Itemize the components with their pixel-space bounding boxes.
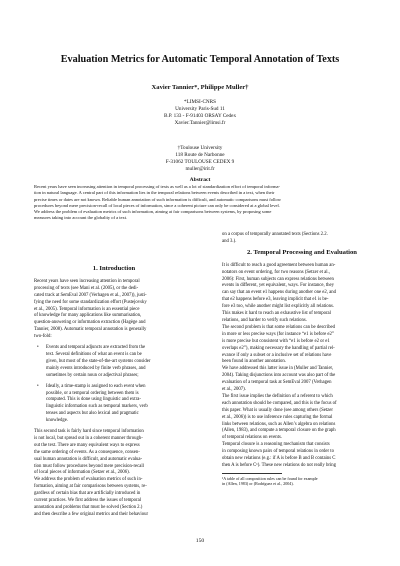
affiliation-email: Xavier.Tannier@limsi.fr bbox=[174, 119, 226, 126]
affiliation-line: *LIMSI-CNRS bbox=[184, 99, 216, 105]
affiliation-toulouse bbox=[100, 145, 300, 173]
text-line: (Allen, 1983), and compute a temporal closure on the graph bbox=[222, 428, 336, 434]
text-line: of temporal relations on events. bbox=[222, 435, 283, 441]
bullet-item-timestamp bbox=[34, 384, 194, 425]
text-line: tenses and aspects but also lexical and pragmatic bbox=[46, 411, 139, 417]
text-line: computed. This is done using linguistic and extra- bbox=[46, 397, 141, 403]
text-line: obtain new relations (e.g.: if A is before B and B contains C bbox=[222, 456, 336, 462]
text-line: Tannier, 2008). Automatic temporal annotation is generally bbox=[34, 327, 147, 333]
text-line: of local pieces of information (Setzer et al., 2006). bbox=[34, 470, 130, 476]
text-line: et al., 2007). bbox=[222, 387, 246, 393]
text-line: text. Several definitions of what an event is can be bbox=[46, 351, 142, 357]
footnote-divider bbox=[222, 473, 282, 474]
text-line: relations, and harder to verify such relations. bbox=[222, 317, 307, 323]
text-line: events in different, yet equivalent, ways. For instance, they bbox=[222, 283, 335, 289]
abstract-heading: Abstract bbox=[189, 177, 211, 183]
text-line: gardless of certain bias that are artificially introduced in bbox=[34, 491, 141, 497]
paper-authors: Xavier Tannier*, Philippe Muller† bbox=[151, 84, 249, 91]
text-line: question-answering or information extraction (Hagège and bbox=[34, 320, 146, 326]
text-line: possible, or a temporal ordering between them is bbox=[46, 390, 139, 396]
text-line: annotation and problems that must be solved (Section 2.) bbox=[34, 505, 143, 510]
text-line: mainly events introduced by finite verb phrases, and bbox=[46, 365, 146, 371]
text-line: on a corpus of temporally annotated texts (Sections 2.2. bbox=[222, 232, 328, 237]
text-line: evaluation of a temporal task at SemEval 2007 (Verhagen bbox=[222, 380, 332, 386]
text-line: two-fold: bbox=[34, 334, 52, 340]
section2-body bbox=[222, 263, 382, 470]
abstract-line: procedures beyond mere precision-recall of local pieces of information, since a coherent picture can only be considered at a global level. bbox=[34, 202, 280, 208]
text-line: links between relations, such as Allen’s algebra on relations bbox=[222, 421, 336, 427]
abstract-body bbox=[34, 184, 366, 222]
text-line: et al., 2005). Temporal information is an essential piece bbox=[34, 306, 140, 312]
text-line: and then describe a few original metrics and their behaviour bbox=[34, 511, 149, 517]
affiliation-line: F-31062 TOULOUSE CEDEX 9 bbox=[165, 158, 235, 165]
text-line: current practices. We first address the issues of temporal bbox=[34, 498, 142, 504]
affiliation-line: University Paris-Sud 11 bbox=[175, 105, 225, 112]
text-line: The first issue implies the definition of a referent to which bbox=[222, 393, 333, 399]
text-line: Recent years have seen increasing attention in temporal bbox=[34, 278, 140, 284]
text-line: tion must follow procedures beyond mere precision-recall bbox=[34, 463, 145, 469]
abstract-line: precise times or dates are not known. Reliable human annotation of such information is difficult, and automatic comparisons must follow bbox=[34, 196, 281, 202]
affiliation-email: muller@irit.fr bbox=[185, 165, 215, 172]
text-line: formation, aiming at fair comparisons between systems, re- bbox=[34, 484, 147, 490]
abstract-line: measures taking into account the globality of a text. bbox=[34, 215, 128, 221]
text-line: out the text. There are many equivalent ways to express bbox=[34, 442, 140, 448]
affiliation-line: †Toulouse University bbox=[177, 145, 223, 151]
text-line: fying the need for some standardization effort (Pustejovsky bbox=[34, 299, 147, 305]
text-line: in more or less precise ways (for instance “e1 is before e2” bbox=[222, 331, 334, 337]
text-line: We have addressed this latter issue in (Muller and Tannier, bbox=[222, 366, 334, 372]
text-line: 2004). Taking disjunctions into account was also part of the bbox=[222, 373, 336, 379]
text-line: Temporal closure is a reasoning mechanism that consists bbox=[222, 442, 330, 448]
text-line: 2006): First, human subjects can express relations between bbox=[222, 276, 334, 282]
text-line: fore e3 too, while another might list explicitly all relations. bbox=[222, 304, 334, 310]
text-line: The second problem is that some relations can be described bbox=[222, 324, 336, 330]
section-heading-introduction: 1. Introduction bbox=[92, 265, 136, 272]
text-line: of knowledge for many applications like summarisation, bbox=[34, 313, 142, 319]
left-column bbox=[34, 262, 194, 519]
text-line: This second task is fairly hard since temporal information bbox=[34, 429, 144, 435]
text-line: We address the problem of evaluation metrics of such in- bbox=[34, 477, 143, 483]
intro-paragraph-2 bbox=[34, 429, 194, 519]
text-line: notators on event ordering, for two reasons (Setzer et al., bbox=[222, 269, 330, 275]
footnote-line: in (Allen, 1983) or (Rodríguez et al., 2004). bbox=[222, 481, 294, 487]
text-line: et al., 2006)) is to use inference rules capturing the formal bbox=[222, 414, 333, 420]
text-line: processing of texts (see Mani et al. (2005), or the dedi- bbox=[34, 285, 139, 291]
affiliation-limsi bbox=[100, 99, 300, 127]
text-line: is more precise but consistent with “e1 is before e2 or e1 bbox=[222, 338, 330, 344]
text-line: in composing known pairs of temporal relations in order to bbox=[222, 449, 334, 455]
bullet-item-events bbox=[34, 345, 194, 380]
intro-paragraph-1 bbox=[34, 279, 194, 341]
bullet-icon: • bbox=[37, 345, 39, 351]
intro-continuation bbox=[222, 232, 382, 246]
text-line: cated track at SemEval 2007 (Verhagen et al., 2007)), justi- bbox=[34, 292, 147, 298]
text-line: is not local, but spread out in a coherent manner through- bbox=[34, 435, 143, 441]
text-line: the same ordering of events. As a consequence, consen- bbox=[34, 449, 140, 455]
text-line: linguistic information such as temporal markers, verb bbox=[46, 404, 148, 410]
abstract-line: We address the problem of evaluation metrics of such information, aiming at fair comparisons between systems, by proposing some bbox=[34, 209, 272, 215]
text-line: each annotation should be compared, and this is the focus of bbox=[222, 400, 337, 406]
page-number: 150 bbox=[195, 538, 205, 544]
text-line: sual human annotation is difficult, and automatic evalua- bbox=[34, 456, 143, 462]
text-line: been found in another annotation. bbox=[222, 359, 286, 365]
abstract-line: Recent years have seen increasing attention in temporal processing of texts as well as a lot of standardization effort of temporal informa- bbox=[34, 184, 280, 189]
text-line: sometimes by certain noun or adjectival phrases; bbox=[46, 372, 139, 378]
text-line: and 3.). bbox=[222, 238, 237, 244]
footnote-line: ¹A table of all composition rules can be found for example bbox=[222, 475, 318, 481]
text-line: given, but most of the state-of-the-art systems consider bbox=[46, 358, 151, 364]
text-line: This makes it hard to reach an exhaustive list of temporal bbox=[222, 311, 331, 317]
text-line: Ideally, a time-stamp is assigned to each event when bbox=[46, 383, 146, 389]
text-line: overlaps e2”), making necessary the handling of partial rel- bbox=[222, 345, 335, 351]
text-line: knowledge. bbox=[46, 418, 69, 424]
abstract-line: tion in natural language. A central part of this information lies in the temporal relations between events described in a text, when their bbox=[34, 190, 275, 196]
text-line: evance if only a subset or a inclusive set of relations have bbox=[222, 352, 332, 358]
text-line: that e2 happens before e3, leaving implicit that e1 is be- bbox=[222, 297, 329, 303]
right-column bbox=[222, 232, 382, 487]
section-heading-temporal-processing: 2. Temporal Processing and Evaluation bbox=[247, 248, 357, 256]
affiliation-line: B.P. 133 - F-91403 ORSAY Cedex bbox=[163, 112, 237, 119]
bullet-icon: • bbox=[37, 383, 39, 389]
text-line: It is difficult to reach a good agreement between human an- bbox=[222, 262, 336, 268]
text-line: then A is before C¹). These new relations do not really bring bbox=[222, 463, 336, 468]
footnote bbox=[222, 476, 382, 487]
text-line: can say that an event e1 happens during another one e2, and bbox=[222, 290, 336, 296]
text-line: this paper. What is usually done (see among others (Setzer bbox=[222, 407, 333, 413]
paper-title: Evaluation Metrics for Automatic Temporal Annotation of Texts bbox=[60, 54, 340, 65]
affiliation-line: 118 Route de Narbonne bbox=[175, 151, 225, 158]
text-line: Events and temporal adjuncts are extracted from the bbox=[46, 345, 146, 351]
